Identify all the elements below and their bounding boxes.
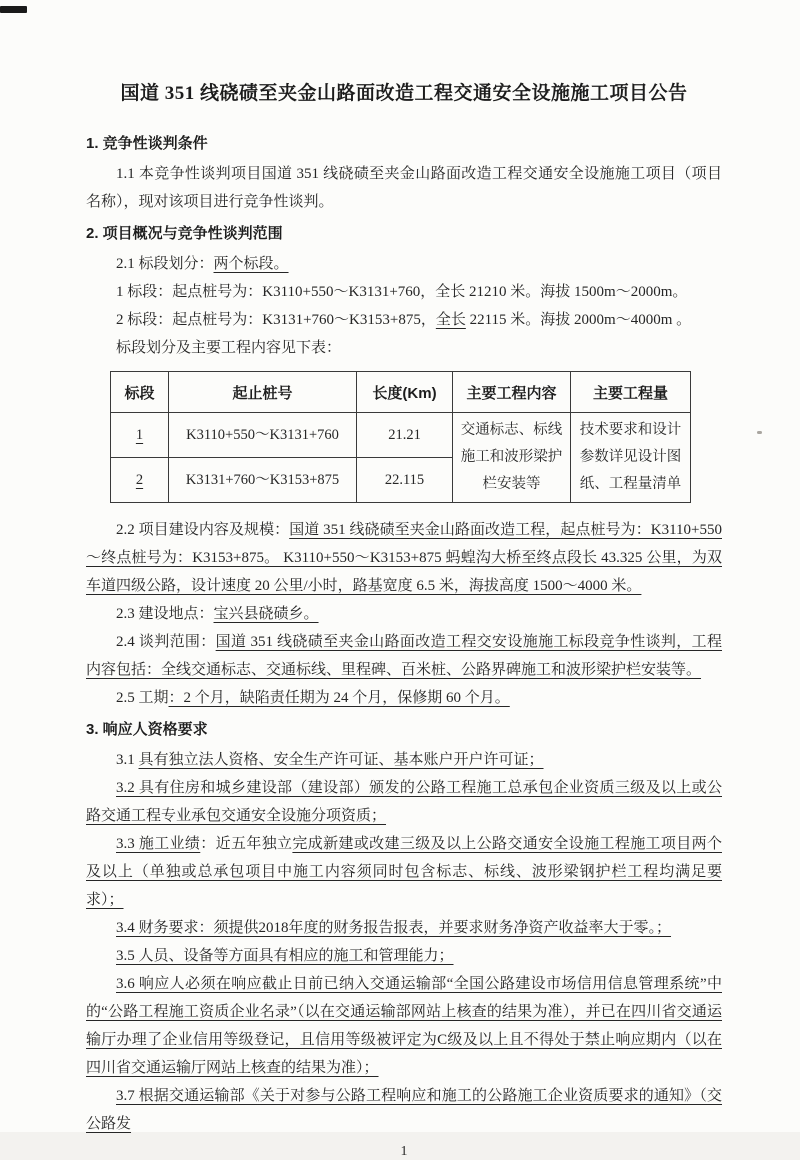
clause-2-1 <box>86 250 722 278</box>
cell-stake-range-2: K3131+760～K3153+875 <box>169 458 357 503</box>
clause-3-3-label: 3.3 施工业绩 <box>116 836 201 852</box>
table-header-row <box>111 372 691 413</box>
cell-segment-1 <box>111 413 169 458</box>
clause-2-4-label: 2.4 谈判范围： <box>116 634 216 650</box>
segment-2-prefix: 2 标段：起点桩号为：K3131+760～K3153+875， <box>116 312 436 328</box>
col-header-main-quantity: 主要工程量 <box>571 372 691 413</box>
table-row-1 <box>111 413 691 458</box>
section-1-heading: 1. 竞争性谈判条件 <box>86 135 208 152</box>
section-2-heading: 2. 项目概况与竞争性谈判范围 <box>86 225 283 242</box>
col-header-length: 长度(Km) <box>357 372 453 413</box>
clause-2-3-value: 宝兴县硗碛乡。 <box>213 606 319 622</box>
clause-2-4-value: 国道 351 线硗碛至夹金山路面改造工程交安设施施工标段竞争性谈判，工程内容包括：全线交通标志、交通标线、里程碑、百米桩、公路界碑施工和波形梁护栏安装等。 <box>86 634 722 678</box>
clause-1-1: 1.1 本竞争性谈判项目国道 351 线硗碛至夹金山路面改造工程交通安全设施施工项目（项目名称），现对该项目进行竞争性谈判。 <box>86 166 722 210</box>
col-header-segment: 标段 <box>111 372 169 413</box>
clause-3-5: 3.5 人员、设备等方面具有相应的施工和管理能力； <box>116 948 454 964</box>
cell-segment-2 <box>111 458 169 503</box>
table-intro: 标段划分及主要工程内容见下表： <box>116 340 342 356</box>
segments-table <box>110 371 691 503</box>
clause-2-2-value: 国道 351 线硗碛至夹金山路面改造工程，起点桩号为：K3110+550～终点桩号为：K3153+875。 K3110+550～K3153+875 蚂蝗沟大桥至终点段长 43.325 公里，为双车道四级公路，设计速度 20 公里/小时，路基宽度 6.5 米，海拔高度 1500～4000 米。 <box>86 522 722 594</box>
scan-speck <box>757 431 762 434</box>
segment-2-description <box>86 306 722 334</box>
section-3-heading: 3. 响应人资格要求 <box>86 721 208 738</box>
clause-2-2-label: 2.2 项目建设内容及规模： <box>116 522 290 538</box>
scan-artifact <box>0 6 27 13</box>
document-title: 国道 351 线硗碛至夹金山路面改造工程交通安全设施施工项目公告 <box>120 83 688 104</box>
cell-length-1: 21.21 <box>357 413 453 458</box>
segment-1-description: 1 标段：起点桩号为：K3110+550～K3131+760，全长 21210 米。海拔 1500m～2000m。 <box>116 284 688 300</box>
clause-3-1-label: 3.1 <box>116 752 139 768</box>
clause-2-1-value: 两个标段。 <box>213 256 289 272</box>
clause-2-5 <box>86 684 722 712</box>
clause-3-7: 3.7 根据交通运输部《关于对参与公路工程响应和施工的公路施工企业资质要求的通知》（交公路发 <box>86 1088 722 1132</box>
clause-2-4 <box>86 628 722 684</box>
segment-1-id: 1 <box>135 426 144 443</box>
clause-3-3-value: 完成新建或改建三级及以上公路交通安全设施工程施工项目两个及以上（单独或总承包项目中施工内容须同时包含标志、标线、波形梁钢护栏工程均满足要求）； <box>86 836 722 908</box>
clause-3-2: 3.2 具有住房和城乡建设部（建设部）颁发的公路工程施工总承包企业资质三级及以上或公路交通工程专业承包交通安全设施分项资质； <box>86 780 722 824</box>
cell-main-quantity-merged: 技术要求和设计参数详见设计图纸、工程量清单 <box>571 413 691 503</box>
cell-length-2: 22.115 <box>357 458 453 503</box>
clause-2-5-label: 2.5 工期 <box>116 690 169 706</box>
page-number: 1 <box>400 1144 408 1159</box>
clause-2-3 <box>86 600 722 628</box>
col-header-stake-range: 起止桩号 <box>169 372 357 413</box>
clause-2-1-label: 2.1 标段划分： <box>116 256 214 272</box>
cell-stake-range-1: K3110+550～K3131+760 <box>169 413 357 458</box>
clause-3-6: 3.6 响应人必须在响应截止日前已纳入交通运输部“全国公路建设市场信用信息管理系统”中的“公路工程施工资质企业名录”（以在交通运输部网站上核查的结果为准），并已在四川省交通运输厅办理了企业信用等级登记，且信用等级被评定为C级及以上且不得处于禁止响应期内（以在四川省交通运输厅网站上核查的结果为准）； <box>86 976 722 1076</box>
clause-3-4: 3.4 财务要求：须提供2018年度的财务报告报表，并要求财务净资产收益率大于零。； <box>116 920 672 936</box>
clause-3-1 <box>86 746 722 774</box>
segment-2-suffix: 22115 米。海拔 2000m～4000m 。 <box>465 312 692 328</box>
clause-3-3-mid: ：近五年独立 <box>200 836 293 852</box>
clause-3-1-value: 具有独立法人资格、安全生产许可证、基本账户开户许可证； <box>138 752 544 768</box>
cell-main-content-merged: 交通标志、标线施工和波形梁护栏安装等 <box>453 413 571 503</box>
segment-2-id: 2 <box>135 471 144 488</box>
clause-3-3 <box>86 830 722 914</box>
clause-2-5-value: ：2 个月，缺陷责任期为 24 个月，保修期 60 个月。 <box>168 690 510 706</box>
col-header-main-content: 主要工程内容 <box>453 372 571 413</box>
clause-2-3-label: 2.3 建设地点： <box>116 606 214 622</box>
segment-2-underlined: 全长 <box>435 312 466 328</box>
clause-2-2 <box>86 516 722 600</box>
